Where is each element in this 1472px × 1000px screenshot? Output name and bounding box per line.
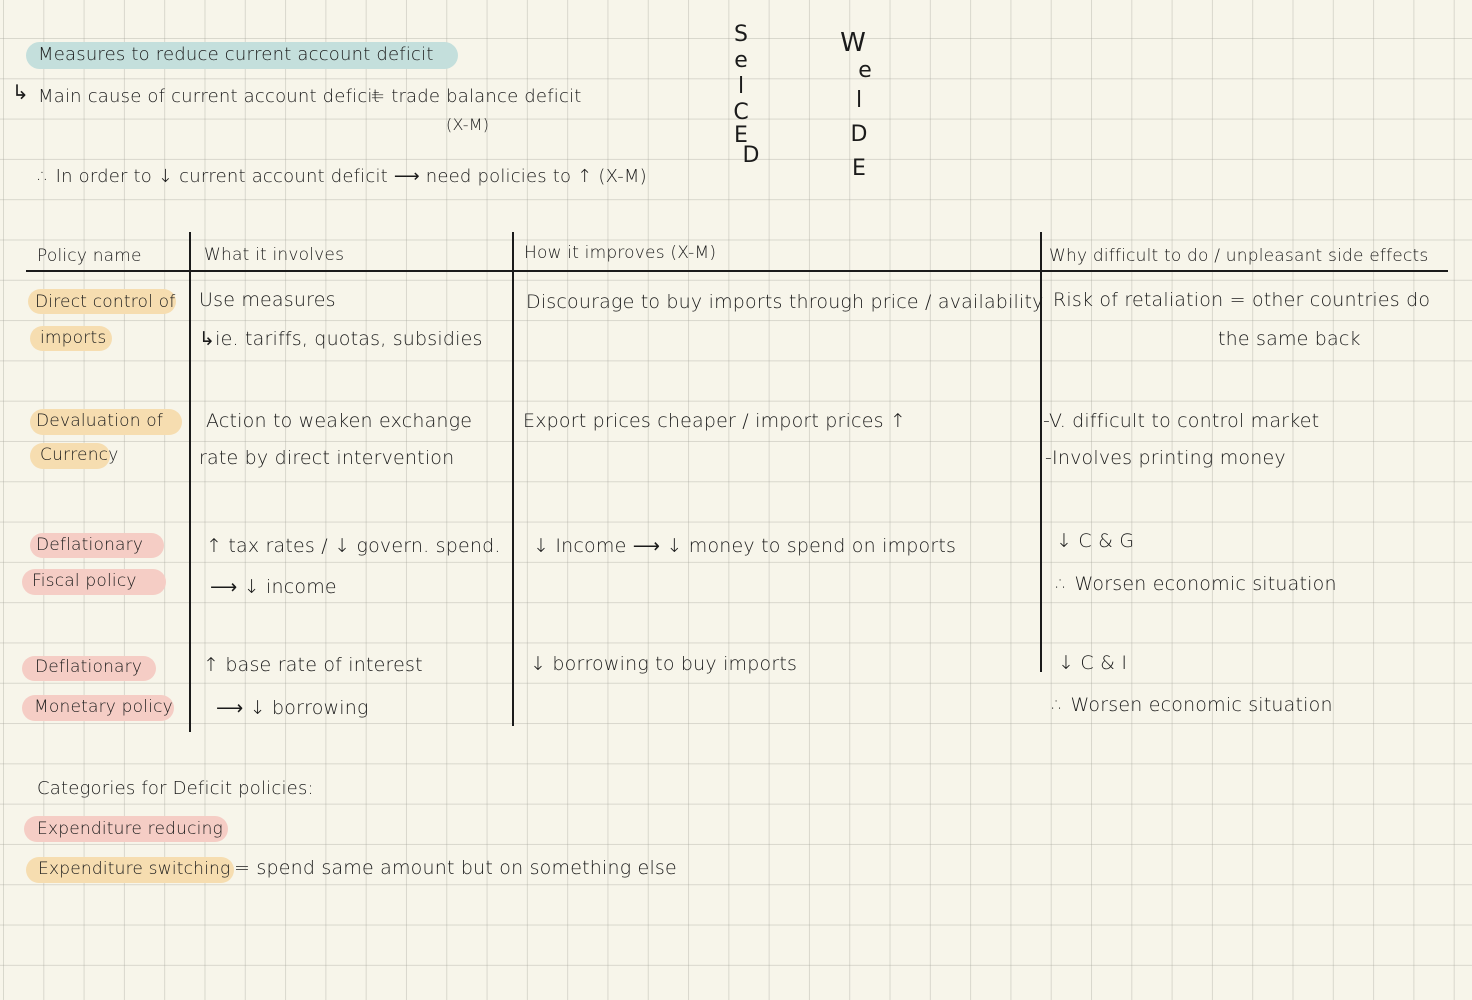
difficult-text: ↓ C & I [1058, 652, 1128, 674]
table-header-rule [26, 270, 1448, 272]
mnemonic-letter: e [734, 48, 748, 73]
policy-name: Currency [40, 445, 119, 465]
difficult-text: -Involves printing money [1045, 447, 1286, 469]
main-cause-formula: (X-M) [446, 115, 490, 134]
involves-text: ↑ base rate of interest [203, 654, 423, 676]
policy-name: Devaluation of [36, 411, 164, 431]
difficult-text: Risk of retaliation = other countries do [1053, 289, 1431, 311]
mnemonic-letter: E [734, 123, 748, 148]
difficult-text: the same back [1218, 328, 1361, 350]
mnemonic-letter: l [737, 74, 745, 99]
column-divider-2 [512, 232, 514, 726]
involves-text: ⟶ ↓ income [210, 576, 337, 598]
mnemonic-letter: l [855, 88, 863, 113]
column-header-improves: How it improves (X-M) [524, 243, 717, 263]
involves-text: Use measures [199, 289, 336, 311]
improves-text: ↓ borrowing to buy imports [530, 653, 798, 675]
main-cause-equals: = trade balance deficit [370, 86, 582, 107]
category-expenditure-reducing: Expenditure reducing [37, 819, 223, 839]
column-header-difficult: Why difficult to do / unpleasant side effects [1049, 246, 1429, 266]
mnemonic-letter: W [840, 28, 866, 58]
difficult-text: ↓ C & G [1056, 530, 1135, 552]
category-switching-note: = spend same amount but on something else [234, 857, 677, 879]
involves-text: Action to weaken exchange [206, 410, 473, 432]
mnemonic-letter: E [852, 156, 866, 181]
arrow-icon: ↳ [12, 80, 29, 104]
category-expenditure-switching: Expenditure switching [38, 859, 231, 879]
improves-text: Discourage to buy imports through price / availability [526, 291, 1044, 313]
policy-name: imports [40, 328, 107, 348]
mnemonic-left-letters [726, 22, 760, 168]
categories-heading: Categories for Deficit policies: [37, 778, 314, 799]
mnemonic-right-letters [838, 28, 872, 186]
mnemonic-letter: S [734, 22, 748, 47]
policy-name: Fiscal policy [32, 571, 137, 591]
mnemonic-letter: C [733, 100, 749, 125]
mnemonic-letter: e [858, 58, 872, 83]
involves-text: ⟶ ↓ borrowing [216, 697, 369, 719]
page-title: Measures to reduce current account deficit [38, 44, 434, 65]
involves-text: ↑ tax rates / ↓ govern. spend. [206, 535, 501, 557]
difficult-text: ∴ Worsen economic situation [1052, 694, 1333, 716]
mnemonic-letter: D [742, 143, 760, 168]
improves-text: ↓ Income ⟶ ↓ money to spend on imports [533, 535, 957, 557]
involves-text: ↳ie. tariffs, quotas, subsidies [199, 328, 483, 350]
main-cause-text: Main cause of current account deficit [38, 86, 380, 107]
policy-name: Deflationary [36, 535, 144, 555]
column-header-policy: Policy name [37, 246, 142, 266]
improves-text: Export prices cheaper / import prices ↑ [523, 410, 907, 432]
column-header-involves: What it involves [204, 245, 345, 265]
difficult-text: ∴ Worsen economic situation [1056, 573, 1337, 595]
policy-name: Monetary policy [34, 697, 173, 717]
involves-text: rate by direct intervention [199, 447, 455, 469]
column-divider-1 [189, 232, 191, 732]
mnemonic-letter: D [850, 122, 868, 147]
policy-name: Direct control of [35, 292, 176, 312]
policy-name: Deflationary [35, 657, 143, 677]
difficult-text: -V. difficult to control market [1043, 410, 1320, 432]
therefore-line: ∴ In order to ↓ current account deficit ⟶ need policies to ↑ (X-M) [38, 166, 647, 187]
